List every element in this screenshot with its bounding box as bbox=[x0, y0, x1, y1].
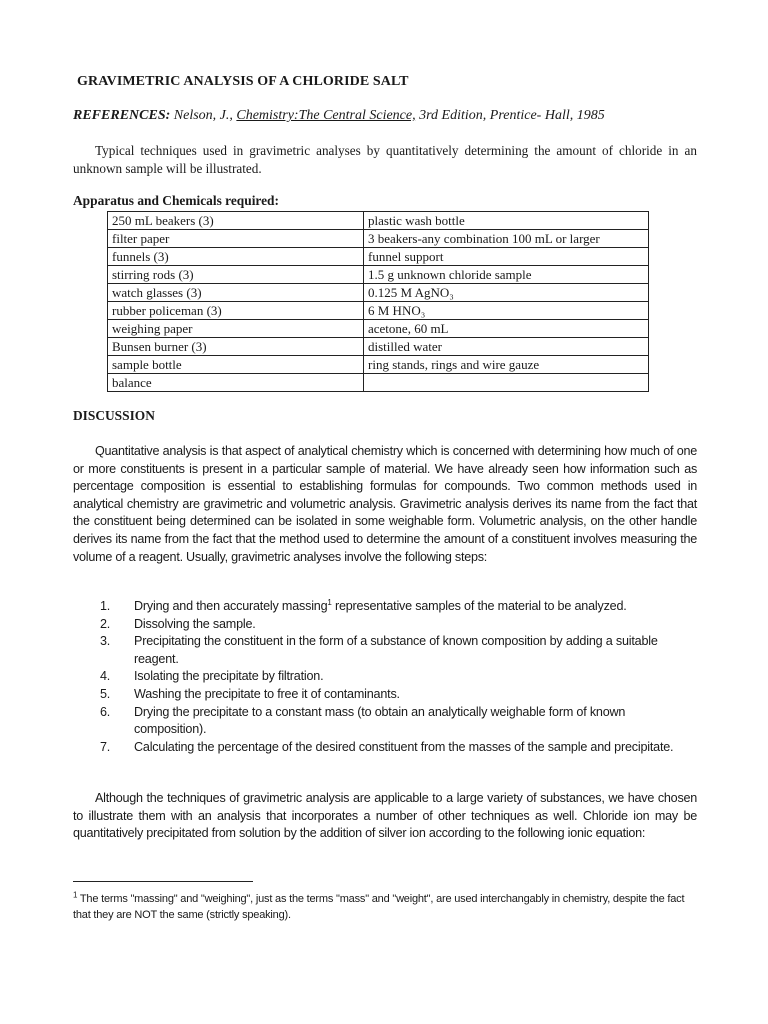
step-text: Precipitating the constituent in the form of a substance of known composition by adding a suitable reagent. bbox=[134, 634, 658, 666]
footnote-divider bbox=[73, 881, 253, 882]
chemical-item: 3 beakers-any combination 100 mL or larger bbox=[364, 230, 649, 248]
apparatus-row bbox=[108, 338, 649, 356]
apparatus-item: filter paper bbox=[108, 230, 364, 248]
intro-paragraph: Typical techniques used in gravimetric analyses by quantitatively determining the amount of chloride in an unknown sample will be illustrated. bbox=[73, 143, 697, 176]
step-number: 7. bbox=[100, 739, 111, 754]
chemical-item: 6 M HNO₃ bbox=[364, 302, 649, 320]
apparatus-item: sample bottle bbox=[108, 356, 364, 374]
footnote bbox=[73, 891, 697, 923]
chemical-item bbox=[364, 374, 649, 392]
step-text: Drying the precipitate to a constant mass (to obtain an analytically weighable form of known composition). bbox=[134, 704, 626, 737]
apparatus-row bbox=[108, 284, 649, 302]
apparatus-row bbox=[108, 356, 649, 374]
chemical-item: distilled water bbox=[364, 338, 649, 356]
apparatus-row bbox=[108, 266, 649, 284]
step-number: 5. bbox=[100, 686, 111, 701]
apparatus-item: balance bbox=[108, 374, 364, 392]
chemical-item: funnel support bbox=[364, 248, 649, 266]
step-item bbox=[100, 739, 700, 757]
step-number: 2. bbox=[100, 616, 111, 631]
apparatus-table bbox=[107, 211, 649, 392]
footnote-reference: 1 bbox=[327, 597, 332, 607]
page-title: GRAVIMETRIC ANALYSIS OF A CHLORIDE SALT bbox=[77, 74, 409, 89]
steps-list bbox=[100, 598, 700, 756]
apparatus-item: weighing paper bbox=[108, 320, 364, 338]
apparatus-row bbox=[108, 302, 649, 320]
step-item bbox=[100, 686, 700, 704]
step-item bbox=[100, 616, 700, 634]
step-number: 1. bbox=[100, 599, 111, 613]
apparatus-row bbox=[108, 248, 649, 266]
references-edition: 3rd Edition, Prentice- Hall, 1985 bbox=[415, 108, 605, 123]
step-number: 3. bbox=[100, 634, 111, 649]
closing-paragraph: Although the techniques of gravimetric analysis are applicable to a large variety of substances, we have chosen to illustrate them with an analysis that incorporates a number of other techniques as well. Chloride ion may be quantitatively precipitated from solution by the addition of silver ion according to the following ionic equation: bbox=[73, 791, 697, 841]
discussion-heading: DISCUSSION bbox=[73, 408, 155, 423]
footnote-text: The terms "massing" and "weighing", just as the terms "mass" and "weight", are used interchangably in chemistry, despite the fact that they are NOT the same (strictly speaking). bbox=[73, 893, 685, 921]
step-item bbox=[100, 598, 700, 616]
references-label: REFERENCES: bbox=[73, 108, 171, 123]
apparatus-item: rubber policeman (3) bbox=[108, 302, 364, 320]
chemical-item: ring stands, rings and wire gauze bbox=[364, 356, 649, 374]
chemical-item: acetone, 60 mL bbox=[364, 320, 649, 338]
references-author: Nelson, J., bbox=[170, 108, 237, 123]
step-item bbox=[100, 633, 700, 668]
apparatus-heading: Apparatus and Chemicals required: bbox=[73, 193, 279, 208]
chemical-item: plastic wash bottle bbox=[364, 212, 649, 230]
step-text: Washing the precipitate to free it of contaminants. bbox=[134, 686, 400, 701]
apparatus-item: Bunsen burner (3) bbox=[108, 338, 364, 356]
apparatus-item: stirring rods (3) bbox=[108, 266, 364, 284]
chemical-item: 1.5 g unknown chloride sample bbox=[364, 266, 649, 284]
step-text: Calculating the percentage of the desired constituent from the masses of the sample and precipitate. bbox=[134, 739, 674, 754]
step-number: 4. bbox=[100, 669, 111, 684]
chemical-item: 0.125 M AgNO₃ bbox=[364, 284, 649, 302]
apparatus-row bbox=[108, 320, 649, 338]
apparatus-item: 250 mL beakers (3) bbox=[108, 212, 364, 230]
step-text: Dissolving the sample. bbox=[134, 616, 256, 631]
apparatus-item: watch glasses (3) bbox=[108, 284, 364, 302]
footnote-mark: 1 bbox=[73, 890, 78, 900]
references-line bbox=[73, 108, 605, 124]
step-text: Drying and then accurately massing bbox=[134, 599, 328, 613]
step-text: Isolating the precipitate by filtration. bbox=[134, 669, 324, 684]
apparatus-item: funnels (3) bbox=[108, 248, 364, 266]
apparatus-row bbox=[108, 230, 649, 248]
step-item bbox=[100, 704, 700, 739]
apparatus-row bbox=[108, 374, 649, 392]
step-number: 6. bbox=[100, 704, 111, 719]
step-text-continued: representative samples of the material to be analyzed. bbox=[331, 599, 627, 613]
discussion-paragraph: Quantitative analysis is that aspect of analytical chemistry which is concerned with determining how much of one or more constituents is present in a particular sample of material. We have already seen how information such as percentage composition is essential to establishing formulas for compounds. Two common methods used in analytical chemistry are gravimetric and volumetric analysis. Gravimetric analysis derives its name from the fact that the constituent being determined can be isolated in some weighable form. Volumetric analysis, on the other handle derives its name from the fact that the method used to determine the amount of a constituent involves measuring the volume of a reagent. Usually, gravimetric analyses involve the following steps: bbox=[73, 444, 697, 564]
references-book-title: Chemistry:The Central Science, bbox=[236, 108, 416, 123]
apparatus-row bbox=[108, 212, 649, 230]
step-item bbox=[100, 668, 700, 686]
